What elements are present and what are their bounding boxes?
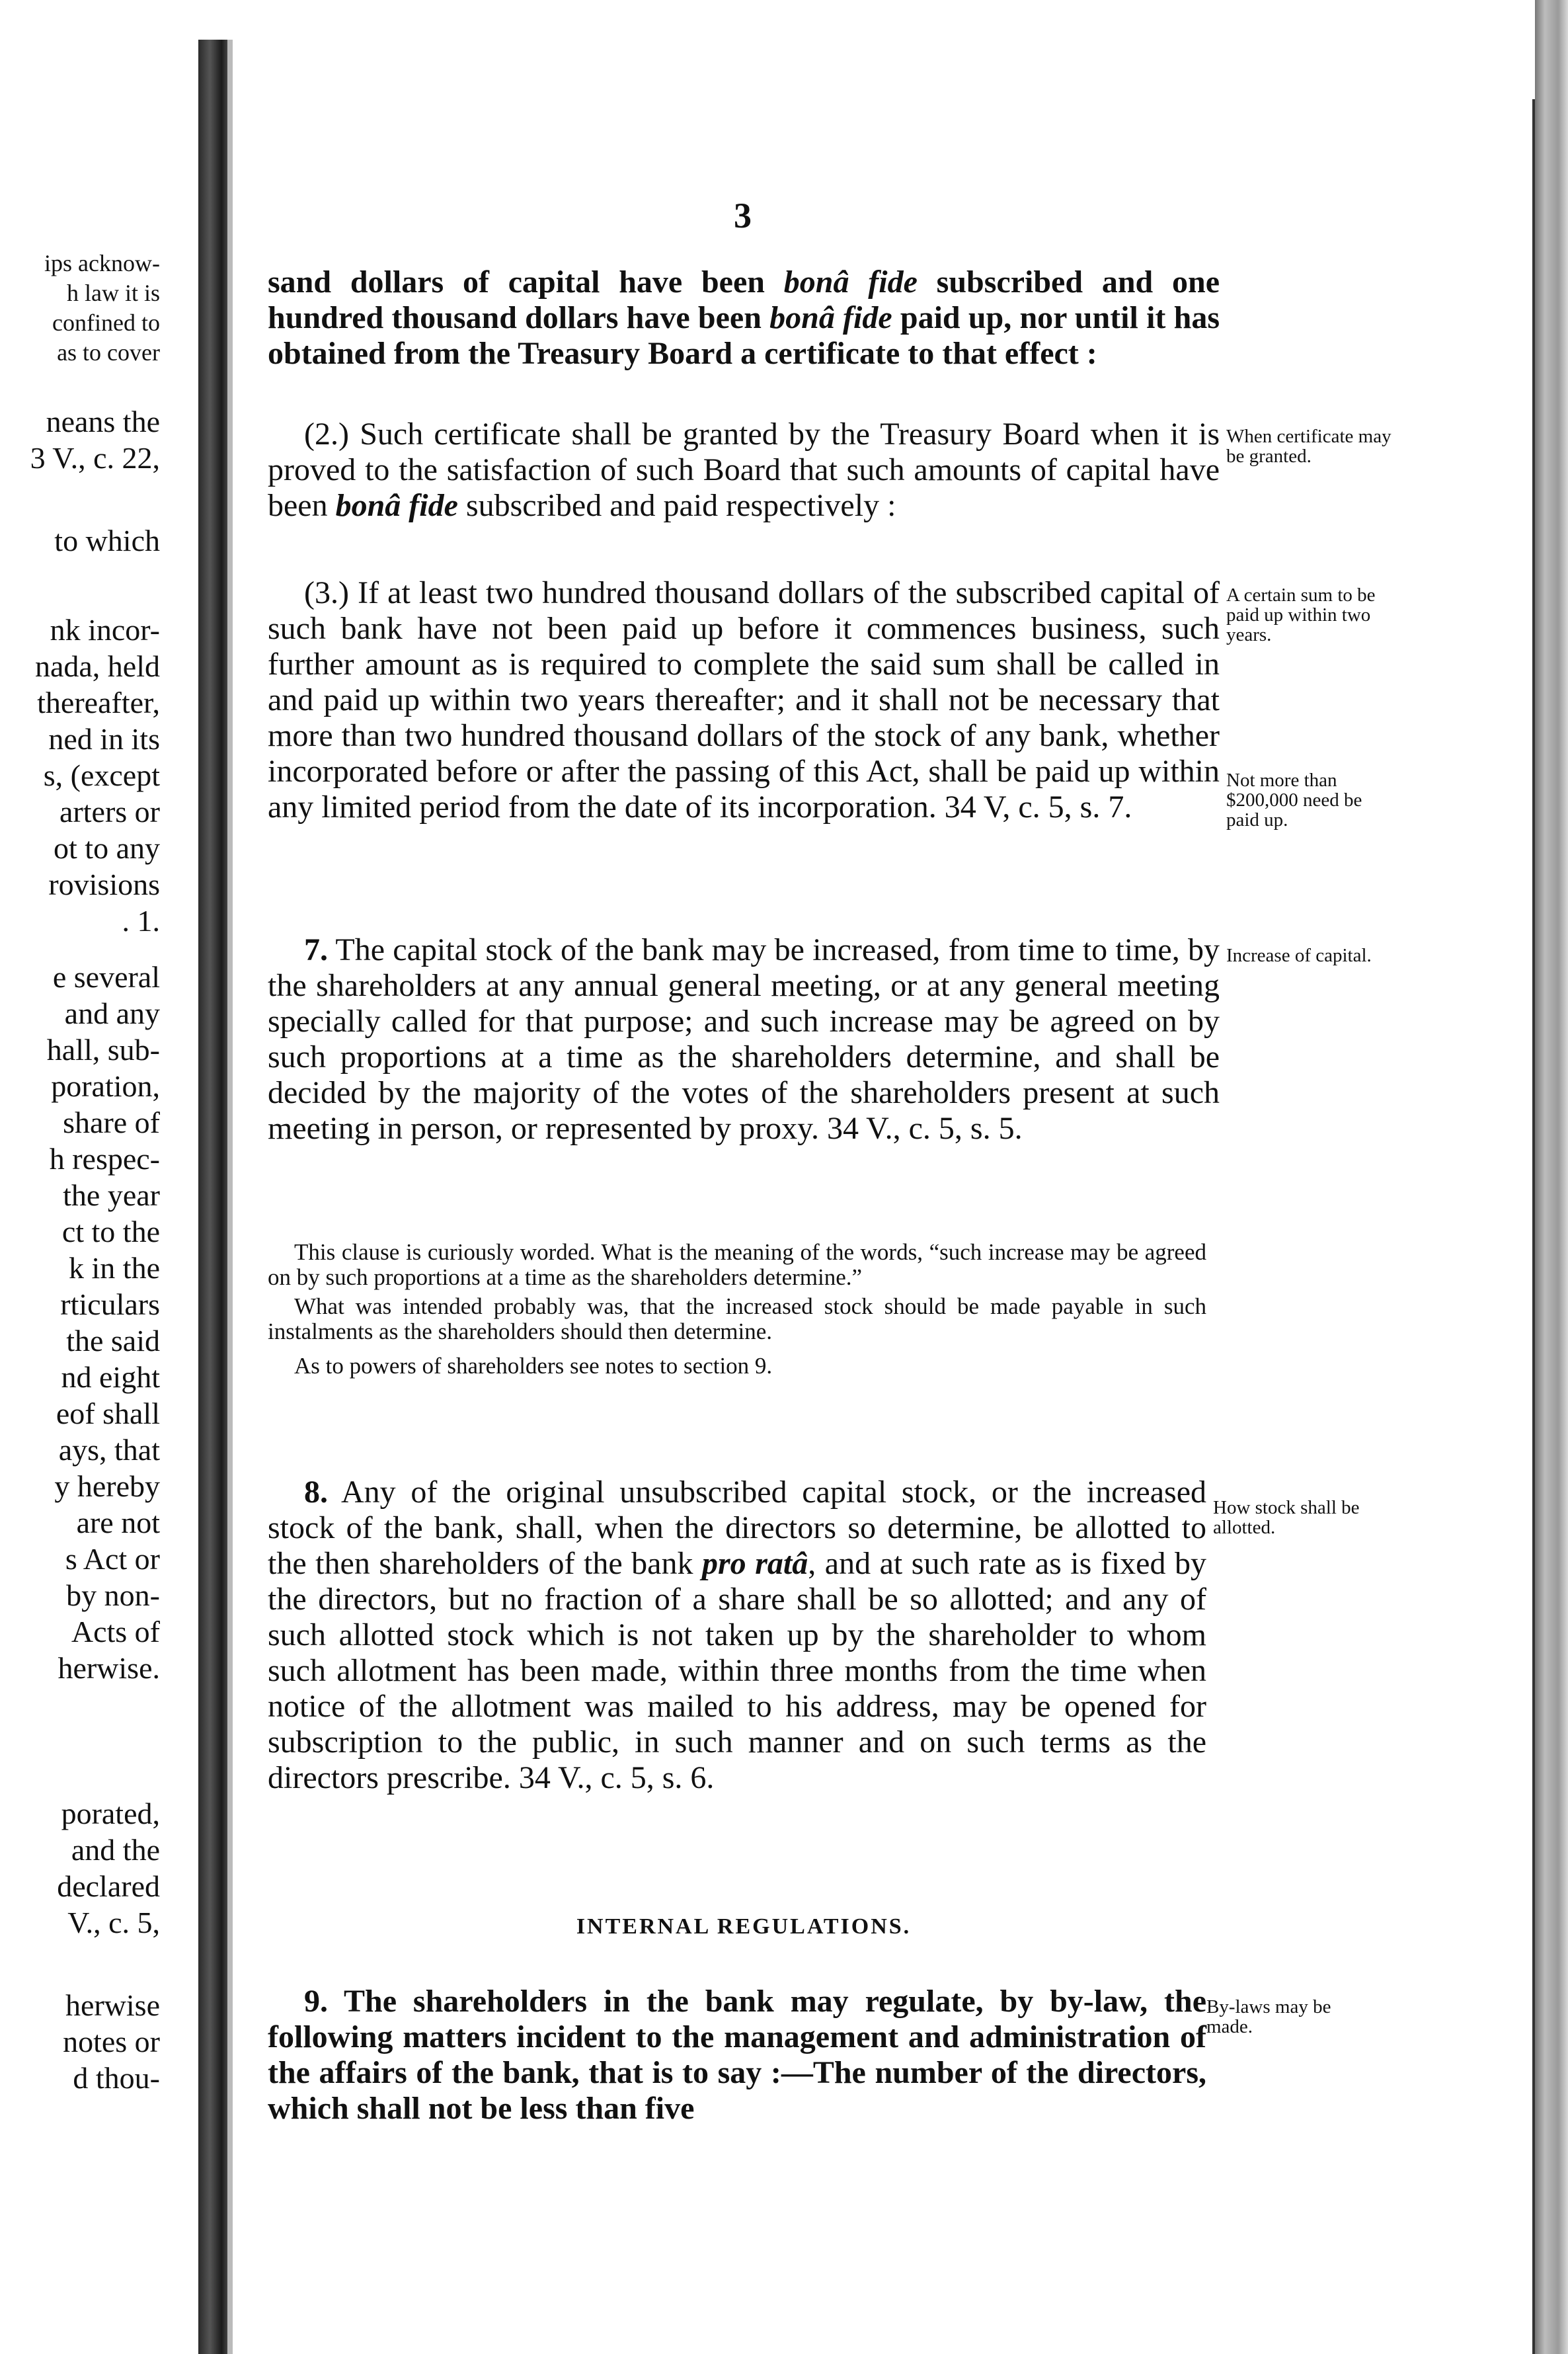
section-7 bbox=[268, 932, 1220, 1147]
section-8 bbox=[268, 1475, 1206, 1796]
text-run: Any of the original unsubscribed capital stock, or the increased stock of the bank, shall, when the directors so determine, be allotted to the then shareholders of the bank bbox=[268, 1475, 1206, 1581]
left-page-line: y hereby bbox=[54, 1469, 160, 1503]
margin-note-certificate: When certificate may be granted. bbox=[1226, 426, 1392, 467]
section-heading: INTERNAL REGULATIONS. bbox=[576, 1914, 912, 1939]
page-stack-edge bbox=[1535, 0, 1568, 2354]
text-run: paid up, nor until it has obtained from the Treasury Board a certificate to that effect : bbox=[268, 300, 1220, 371]
left-page-line: herwise. bbox=[58, 1651, 160, 1685]
paragraph bbox=[268, 264, 1220, 372]
left-page-line: thereafter, bbox=[37, 686, 160, 719]
left-page-line: poration, bbox=[51, 1069, 160, 1103]
left-page-line: h law it is bbox=[67, 280, 160, 306]
left-page-line: h respec- bbox=[49, 1142, 160, 1176]
paragraph bbox=[268, 932, 1220, 1147]
gutter-edge bbox=[227, 40, 233, 2354]
left-page-line: hall, sub- bbox=[46, 1033, 160, 1067]
margin-note-bylaws: By-laws may be made. bbox=[1206, 1996, 1331, 2037]
paragraph bbox=[268, 1475, 1206, 1796]
left-page-line: k in the bbox=[69, 1251, 160, 1285]
text-run: subscribed and one hundred thousand dollars have been bbox=[268, 264, 1220, 335]
left-page-line: rovisions bbox=[48, 868, 160, 901]
left-page-line: the year bbox=[63, 1178, 160, 1212]
italic-term: bonâ fide bbox=[335, 488, 458, 523]
left-page-line: confined to bbox=[52, 309, 160, 336]
subsection-3 bbox=[268, 575, 1220, 825]
italic-term: bonâ fide bbox=[769, 300, 892, 335]
left-page-line: neans the bbox=[46, 405, 160, 438]
left-page-line: s, (except bbox=[43, 758, 160, 792]
margin-note-not-more: Not more than $200,000 need be paid up. bbox=[1226, 770, 1362, 831]
left-page-line: and any bbox=[64, 996, 160, 1030]
left-page-line: herwise bbox=[65, 1988, 160, 2022]
text-run: The shareholders in the bank may regulate, by by-law, the following matters incident to the management and administration of the affairs of the bank, that is to say :—The number of the directors, which shall not be less than five bbox=[268, 1984, 1206, 2126]
text-run: sand dollars of capital have been bbox=[268, 264, 784, 300]
left-page-line: ned in its bbox=[48, 722, 160, 756]
section-number: 9. bbox=[304, 1984, 328, 2019]
left-page-line: V., c. 5, bbox=[67, 1906, 160, 1939]
left-page-line: Acts of bbox=[71, 1615, 160, 1648]
left-page-line: to which bbox=[54, 524, 160, 557]
paragraph bbox=[268, 1984, 1206, 2127]
book-gutter bbox=[198, 40, 227, 2354]
left-page-line: ot to any bbox=[54, 831, 160, 865]
left-page-line: nada, held bbox=[34, 649, 160, 683]
left-page-line: e several bbox=[52, 960, 160, 994]
section-number: 8. bbox=[304, 1475, 328, 1510]
left-page-fragment bbox=[0, 0, 198, 2354]
note: This clause is curiously worded. What is the meaning of the words, “such increase may be agreed on by such proportions at a time as the shareholders determine.” bbox=[268, 1239, 1206, 1290]
left-page-line: d thou- bbox=[73, 2061, 160, 2095]
section-number: 7. bbox=[304, 932, 328, 967]
left-page-line: nd eight bbox=[61, 1360, 160, 1394]
page-number: 3 bbox=[734, 196, 752, 235]
left-page-line: as to cover bbox=[57, 339, 160, 366]
text-run: , and at such rate as is fixed by the directors, but no fraction of a share shall be so allotted; and any of such allotted stock which is not taken up by the shareholder to whom such allotment has been made, within three months from the time when notice of the allotment was mailed to his address, may be opened for subscription to the public, in such manner and on such terms as the directors prescribe. 34 V., c. 5, s. 6. bbox=[268, 1546, 1206, 1795]
left-page-line: share of bbox=[63, 1106, 160, 1139]
left-page-line: the said bbox=[66, 1324, 160, 1358]
left-page-line: 3 V., c. 22, bbox=[30, 441, 160, 475]
italic-term: pro ratâ bbox=[702, 1546, 808, 1581]
section-9 bbox=[268, 1984, 1206, 2127]
left-page-line: . 1. bbox=[122, 904, 160, 938]
left-page-line: nk incor- bbox=[50, 613, 160, 647]
left-page-line: are not bbox=[76, 1506, 160, 1539]
left-page-line: rticulars bbox=[60, 1287, 160, 1321]
note: As to powers of shareholders see notes to section 9. bbox=[294, 1353, 773, 1379]
paragraph: (3.) If at least two hundred thousand dollars of the subscribed capital of such bank have not been paid up before it commences business, such further amount as is required to complete the said sum shall be called in and paid up within two years thereafter; and it shall not be necessary that more than two hundred thousand dollars of the stock of any bank, whether incorporated before or after the passing of this Act, shall be paid up within any limited period from the date of its incorporation. 34 V, c. 5, s. 7. bbox=[268, 575, 1220, 825]
italic-term: bonâ fide bbox=[783, 264, 918, 300]
left-page-line: by non- bbox=[66, 1578, 160, 1612]
margin-note-certain-sum: A certain sum to be paid up within two years. bbox=[1226, 585, 1376, 645]
left-page-line: declared bbox=[57, 1869, 160, 1903]
subsection-2 bbox=[268, 417, 1220, 524]
left-page-line: ct to the bbox=[61, 1215, 160, 1248]
left-page-line: and the bbox=[71, 1833, 160, 1867]
margin-note-increase: Increase of capital. bbox=[1226, 945, 1372, 966]
text-run: subscribed and paid respectively : bbox=[457, 488, 896, 523]
left-page-line: arters or bbox=[59, 795, 160, 829]
left-page-line: notes or bbox=[63, 2025, 160, 2058]
margin-note-allotted: How stock shall be allotted. bbox=[1213, 1497, 1360, 1538]
paragraph bbox=[268, 417, 1220, 524]
left-page-line: ips acknow- bbox=[44, 250, 160, 276]
left-page-line: eof shall bbox=[56, 1397, 160, 1430]
text-run: The capital stock of the bank may be increased, from time to time, by the shareholders at any annual general meeting, or at any general meeting specially called for that purpose; and such increase may be agreed on by such proportions at a time as the shareholders determine, and shall be decided by the majority of the votes of the shareholders present at such meeting in person, or represented by proxy. 34 V., c. 5, s. 5. bbox=[268, 932, 1220, 1146]
paragraph-continuation bbox=[268, 264, 1220, 372]
note: What was intended probably was, that the increased stock should be made payable in such instalments as the shareholders should then determine. bbox=[268, 1293, 1206, 1344]
left-page-line: porated, bbox=[61, 1797, 160, 1830]
left-page-line: s Act or bbox=[65, 1542, 160, 1576]
commentary-notes bbox=[268, 1240, 1206, 1379]
left-page-line: ays, that bbox=[58, 1433, 160, 1467]
text-run: (2.) Such certificate shall be granted by the Treasury Board when it is proved to the satisfaction of such Board that such amounts of capital have been bbox=[268, 417, 1220, 523]
